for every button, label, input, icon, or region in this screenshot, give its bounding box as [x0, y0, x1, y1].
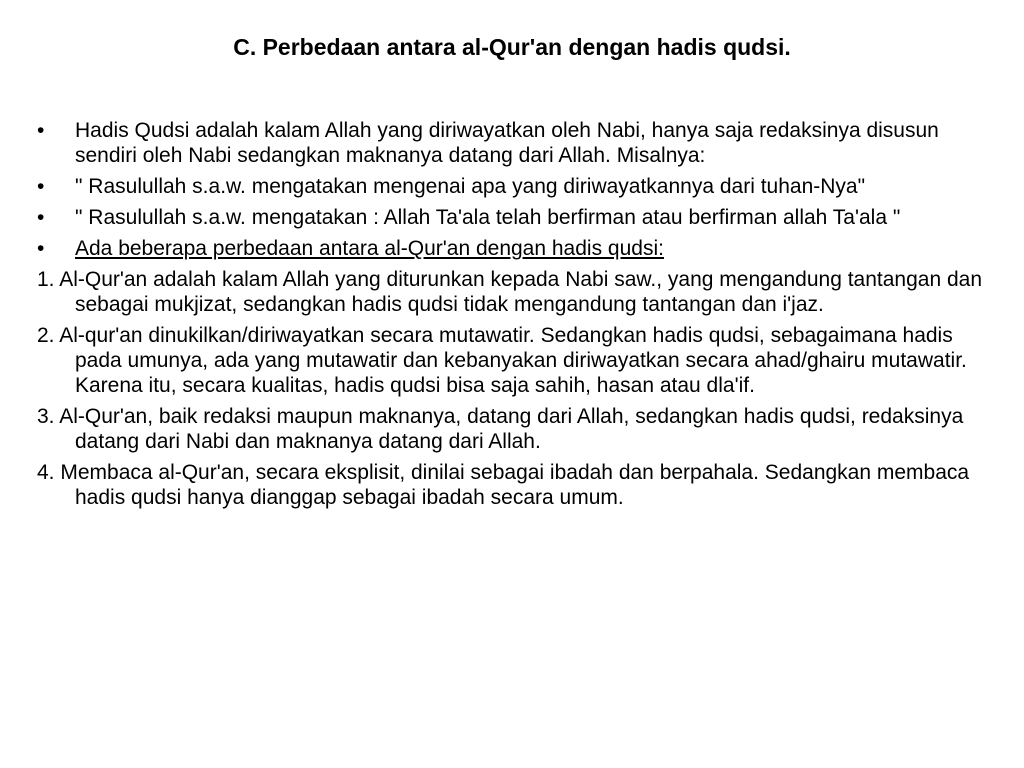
bullet-item — [37, 118, 987, 168]
bullet-icon: • — [37, 206, 45, 229]
bullet-item — [37, 174, 987, 199]
bullet-text: " Rasulullah s.a.w. mengatakan mengenai apa yang diriwayatkannya dari tuhan-Nya" — [75, 175, 866, 198]
bullet-item — [37, 205, 987, 230]
numbered-item: 2. Al-qur'an dinukilkan/diriwayatkan secara mutawatir. Sedangkan hadis qudsi, sebagaimana hadis pada umunya, ada yang mutawatir dan kebanyakan diriwayatkan secara ahad/ghairu mutawatir. Karena itu, secara kualitas, hadis qudsi bisa saja sahih, hasan atau dla'if. — [37, 324, 967, 397]
bullet-item — [37, 236, 987, 261]
slide-title: C. Perbedaan antara al-Qur'an dengan hadis qudsi. — [233, 34, 791, 60]
numbered-item: 1. Al-Qur'an adalah kalam Allah yang diturunkan kepada Nabi saw., yang mengandung tantangan dan sebagai mukjizat, sedangkan hadis qudsi tidak mengandung tantangan dan i'jaz. — [37, 268, 983, 316]
slide-content — [37, 118, 987, 516]
numbered-item: 3. Al-Qur'an, baik redaksi maupun maknanya, datang dari Allah, sedangkan hadis qudsi, redaksinya datang dari Nabi dan maknanya datang dari Allah. — [37, 405, 964, 453]
bullet-text: Hadis Qudsi adalah kalam Allah yang diriwayatkan oleh Nabi, hanya saja redaksinya disusun sendiri oleh Nabi sedangkan maknanya datang dari Allah. Misalnya: — [75, 119, 939, 167]
numbered-item: 4. Membaca al-Qur'an, secara eksplisit, dinilai sebagai ibadah dan berpahala. Sedangkan membaca hadis qudsi hanya dianggap sebagai ibadah secara umum. — [37, 461, 970, 509]
bullet-icon: • — [37, 119, 45, 142]
bullet-text: " Rasulullah s.a.w. mengatakan : Allah Ta'ala telah berfirman atau berfirman allah Ta'ala " — [75, 206, 901, 229]
bullet-text-underlined: Ada beberapa perbedaan antara al-Qur'an dengan hadis qudsi: — [75, 237, 664, 260]
bullet-icon: • — [37, 237, 45, 260]
bullet-icon: • — [37, 175, 45, 198]
